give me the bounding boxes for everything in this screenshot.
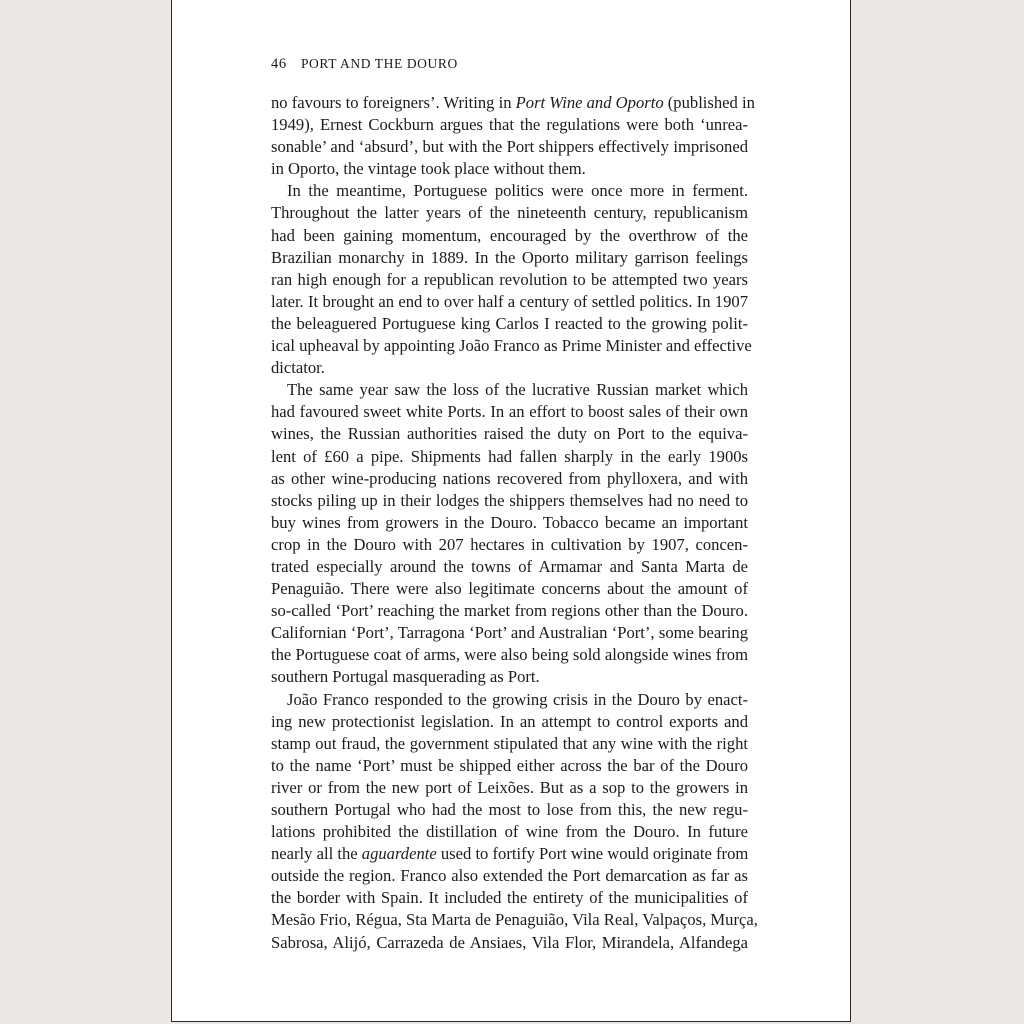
text-line — [271, 689, 748, 711]
text-line — [271, 335, 752, 357]
running-head — [271, 56, 458, 73]
text-segment: the Portuguese coat of arms, were also being sold alongside wines from — [271, 645, 748, 665]
book-page — [171, 0, 851, 1022]
body-text — [271, 92, 758, 954]
text-line — [271, 357, 748, 379]
text-line — [271, 909, 758, 931]
text-segment: ical upheaval by appointing João Franco as Prime Minister and effective — [271, 336, 752, 356]
text-line — [271, 512, 748, 534]
text-segment: lent of £60 a pipe. Shipments had fallen sharply in the early 1900s — [271, 446, 748, 466]
text-line — [271, 291, 748, 313]
text-segment: to the name ‘Port’ must be shipped either across the bar of the Douro — [271, 755, 748, 775]
text-segment: Throughout the latter years of the nineteenth century, republicanism — [271, 203, 748, 223]
text-segment: no favours to foreigners’. Writing in — [271, 93, 516, 112]
text-line — [271, 578, 748, 600]
running-head-title: PORT AND THE DOURO — [300, 56, 458, 71]
text-line — [271, 490, 748, 512]
text-line — [271, 799, 748, 821]
text-segment: crop in the Douro with 207 hectares in cultivation by 1907, concen- — [271, 534, 748, 554]
text-segment: the border with Spain. It included the entirety of the municipalities of — [271, 888, 748, 908]
text-line — [271, 865, 748, 887]
text-segment: river or from the new port of Leixões. But as a sop to the growers in — [271, 777, 748, 797]
text-segment: 1949), Ernest Cockburn argues that the regulations were both ‘unrea- — [271, 115, 748, 135]
text-segment: southern Portugal masquerading as Port. — [271, 667, 540, 687]
text-segment: In the meantime, Portuguese politics were once more in ferment. — [287, 181, 748, 201]
text-segment: buy wines from growers in the Douro. Tobacco became an important — [271, 512, 748, 532]
italic-text: Port Wine and Oporto — [515, 93, 664, 112]
text-line — [271, 932, 748, 954]
text-segment: in Oporto, the vintage took place without them. — [271, 159, 586, 179]
text-segment: stamp out fraud, the government stipulated that any wine with the right — [271, 733, 748, 753]
text-segment: had been gaining momentum, encouraged by the overthrow of the — [271, 225, 748, 245]
text-segment: ing new protectionist legislation. In an attempt to control exports and — [271, 711, 748, 731]
text-line — [271, 423, 748, 445]
text-line — [271, 666, 748, 688]
text-segment: southern Portugal who had the most to lose from this, the new regu- — [271, 800, 748, 819]
text-segment: dictator. — [271, 358, 325, 378]
text-segment: so-called ‘Port’ reaching the market from regions other than the Douro. — [271, 601, 748, 621]
text-segment: lations prohibited the distillation of wine from the Douro. In future — [271, 822, 748, 842]
text-line — [271, 843, 748, 865]
text-line — [271, 225, 748, 247]
text-segment: Mesão Frio, Régua, Sta Marta de Penaguião, Vila Real, Valpaços, Murça, — [271, 910, 758, 930]
text-line — [271, 622, 748, 644]
text-segment: as other wine-producing nations recovered from phylloxera, and with — [271, 468, 748, 488]
text-line — [271, 92, 755, 114]
text-segment: sonable’ and ‘absurd’, but with the Port shippers effectively imprisoned — [271, 137, 748, 157]
text-line — [271, 202, 748, 224]
text-segment: stocks piling up in their lodges the shippers themselves had no need to — [271, 490, 748, 510]
text-line — [271, 468, 748, 490]
page-number: 46 — [271, 56, 287, 72]
text-segment: used to fortify Port wine would originate from — [436, 844, 749, 864]
text-segment: Brazilian monarchy in 1889. In the Oporto military garrison feelings — [271, 247, 748, 267]
text-segment: João Franco responded to the growing crisis in the Douro by enact- — [287, 689, 748, 709]
text-line — [271, 379, 748, 401]
text-line — [271, 777, 748, 799]
text-line — [271, 534, 748, 556]
text-segment: The same year saw the loss of the lucrative Russian market which — [287, 380, 748, 400]
text-segment: wines, the Russian authorities raised the duty on Port to the equiva- — [271, 424, 748, 444]
text-line — [271, 313, 748, 335]
text-line — [271, 821, 748, 843]
text-line — [271, 136, 748, 158]
text-segment: had favoured sweet white Ports. In an effort to boost sales of their own — [271, 402, 748, 422]
text-line — [271, 269, 748, 291]
text-segment: the beleaguered Portuguese king Carlos I reacted to the growing polit- — [271, 313, 748, 333]
text-line — [271, 158, 748, 180]
text-line — [271, 887, 748, 909]
text-line — [271, 600, 748, 622]
text-line — [271, 114, 748, 136]
italic-text: aguardente — [361, 844, 437, 864]
text-line — [271, 446, 748, 468]
text-line — [271, 247, 748, 269]
text-segment: trated especially around the towns of Armamar and Santa Marta de — [271, 556, 748, 576]
text-line — [271, 556, 748, 578]
text-line — [271, 644, 748, 666]
text-segment: Californian ‘Port’, Tarragona ‘Port’ and Australian ‘Port’, some bearing — [271, 623, 748, 643]
text-segment: nearly all the — [271, 844, 362, 864]
text-segment: Penaguião. There were also legitimate concerns about the amount of — [271, 579, 748, 599]
text-line — [271, 401, 748, 423]
text-line — [271, 755, 748, 777]
text-segment: ran high enough for a republican revolution to be attempted two years — [271, 269, 748, 289]
text-line — [271, 711, 748, 733]
text-segment: outside the region. Franco also extended the Port demarcation as far as — [271, 866, 748, 886]
text-segment: Sabrosa, Alijó, Carrazeda de Ansiaes, Vila Flor, Mirandela, Alfandega — [271, 932, 748, 952]
text-line — [271, 733, 748, 755]
text-segment: later. It brought an end to over half a century of settled politics. In 1907 — [271, 291, 748, 311]
text-segment: (published in — [663, 93, 755, 112]
text-line — [271, 180, 748, 202]
